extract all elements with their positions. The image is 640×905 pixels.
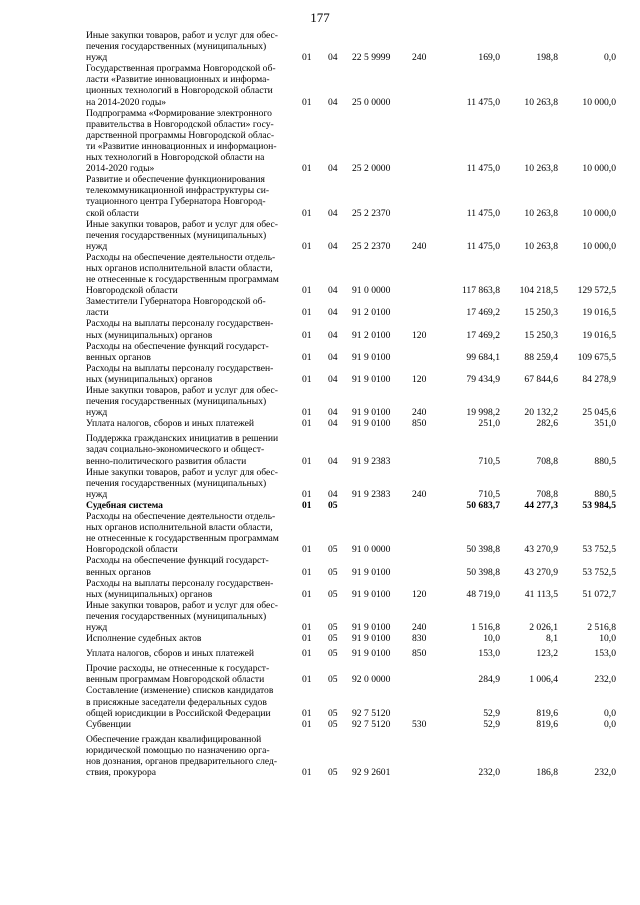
expense-type-code (412, 663, 442, 685)
subsection-code: 05 (328, 499, 338, 511)
section-code: 01 (302, 499, 312, 511)
amount-year-1: 50 398,8 (466, 566, 500, 578)
section-code: 01 (302, 488, 312, 500)
amount-year-2: 198,8 (536, 52, 558, 64)
expense-type-code: 120 (412, 329, 427, 341)
section-code: 01 (302, 240, 312, 252)
amount-year-2: 10 263,8 (524, 240, 558, 252)
amount-year-2: 1 006,4 (529, 674, 558, 686)
subsection-code: 04 (328, 307, 338, 319)
expense-type-code (412, 63, 442, 107)
amount-year-1: 10,0 (483, 633, 500, 645)
row-name: Судебная система (86, 499, 163, 511)
subsection-code: 04 (328, 207, 338, 219)
table-row (86, 318, 616, 340)
section-code: 01 (302, 566, 312, 578)
row-name: Расходы на обеспечение деятельности отдель- ных органов исполнительной власти области, не отнесенные к государственным программам Новгородской области (86, 511, 279, 556)
expense-type-code: 240 (412, 52, 427, 64)
table-row (86, 363, 616, 385)
amount-year-3: 53 984,5 (582, 499, 616, 511)
target-article-code: 91 2 0100 (352, 307, 391, 319)
row-name: Субвенции (86, 718, 131, 730)
section-code: 01 (302, 707, 312, 719)
section-code: 01 (302, 544, 312, 556)
expense-type-code: 240 (412, 240, 427, 252)
target-article-code: 22 5 9999 (352, 52, 391, 64)
row-name: Развитие и обеспечение функционирования телекоммуникационной инфраструктуры си- туационного центра Губернатора Новгород- ской области (86, 174, 270, 219)
amount-year-3: 10 000,0 (582, 96, 616, 108)
table-row (86, 663, 616, 685)
amount-year-1: 284,9 (478, 674, 500, 686)
amount-year-1: 79 434,9 (466, 373, 500, 385)
amount-year-1: 251,0 (478, 418, 500, 430)
amount-year-1: 52,9 (483, 718, 500, 730)
expense-type-code: 850 (412, 648, 427, 660)
table-row (86, 63, 616, 107)
expense-type-code: 240 (412, 488, 427, 500)
target-article-code: 91 9 0100 (352, 407, 391, 419)
amount-year-3: 129 572,5 (577, 285, 616, 297)
amount-year-3: 153,0 (594, 648, 616, 660)
amount-year-2: 43 270,9 (524, 544, 558, 556)
subsection-code: 05 (328, 633, 338, 645)
row-name: Уплата налогов, сборов и иных платежей (86, 648, 255, 660)
row-name: Государственная программа Новгородской об- ласти «Развитие инновационных и информа- ционных технологий в Новгородской области на 2014-2020 годы» (86, 63, 276, 108)
table-row (86, 219, 616, 252)
row-name: Расходы на выплаты персоналу государствен- ных (муниципальных) органов (86, 362, 274, 385)
row-name: Прочие расходы, не отнесенные к государст- венным программам Новгородской области (86, 663, 270, 686)
expense-type-code (412, 685, 442, 718)
section-code: 01 (302, 207, 312, 219)
section-code: 01 (302, 351, 312, 363)
amount-year-3: 351,0 (594, 418, 616, 430)
expense-type-code: 530 (412, 718, 427, 730)
expense-type-code (412, 108, 442, 175)
target-article-code: 92 0 0000 (352, 674, 391, 686)
amount-year-1: 710,5 (478, 488, 500, 500)
section-code: 01 (302, 767, 312, 779)
target-article-code: 91 9 0100 (352, 373, 391, 385)
table-row (86, 418, 616, 433)
row-name: Уплата налогов, сборов и иных платежей (86, 418, 255, 430)
table-row (86, 648, 616, 663)
row-name: Иные закупки товаров, работ и услуг для обес- печения государственных (муниципальных) нужд (86, 385, 278, 419)
subsection-code: 05 (328, 718, 338, 730)
table-row (86, 108, 616, 175)
subsection-code: 04 (328, 418, 338, 430)
amount-year-3: 10 000,0 (582, 163, 616, 175)
target-article-code: 91 9 0100 (352, 633, 391, 645)
subsection-code: 04 (328, 285, 338, 297)
amount-year-1: 99 684,1 (466, 351, 500, 363)
amount-year-3: 25 045,6 (582, 407, 616, 419)
amount-year-1: 232,0 (478, 767, 500, 779)
target-article-code: 91 2 0100 (352, 329, 391, 341)
amount-year-1: 11 475,0 (466, 163, 500, 175)
section-code: 01 (302, 455, 312, 467)
subsection-code: 04 (328, 163, 338, 175)
target-article-code: 91 9 0100 (352, 351, 391, 363)
table-body (86, 30, 616, 778)
amount-year-1: 1 516,8 (471, 621, 500, 633)
target-article-code: 25 2 2370 (352, 240, 391, 252)
amount-year-2: 104 218,5 (519, 285, 558, 297)
row-name: Иные закупки товаров, работ и услуг для обес- печения государственных (муниципальных) нужд (86, 30, 278, 64)
subsection-code: 05 (328, 566, 338, 578)
subsection-code: 05 (328, 621, 338, 633)
amount-year-3: 232,0 (594, 767, 616, 779)
table-row (86, 433, 616, 466)
amount-year-2: 2 026,1 (529, 621, 558, 633)
table-row (86, 555, 616, 577)
row-name: Составление (изменение) списков кандидатов в присяжные заседатели федеральных судов общей юрисдикции в Российской Федерации (86, 685, 274, 719)
section-code: 01 (302, 633, 312, 645)
target-article-code: 92 9 2601 (352, 767, 391, 779)
subsection-code: 05 (328, 544, 338, 556)
amount-year-1: 19 998,2 (466, 407, 500, 419)
target-article-code: 92 7 5120 (352, 707, 391, 719)
subsection-code: 04 (328, 455, 338, 467)
subsection-code: 04 (328, 488, 338, 500)
expense-type-code (412, 252, 442, 296)
amount-year-2: 67 844,6 (524, 373, 558, 385)
target-article-code (352, 500, 412, 511)
row-name: Подпрограмма «Формирование электронного правительства в Новгородской области» госу- дарственной программы Новгородской облас- ти «Развитие инновационных и информацион- ных технологий в Новгородской области на 2014-2020 годы» (86, 107, 277, 175)
subsection-code: 05 (328, 674, 338, 686)
target-article-code: 25 2 2370 (352, 207, 391, 219)
amount-year-3: 232,0 (594, 674, 616, 686)
table-row (86, 500, 616, 511)
subsection-code: 05 (328, 648, 338, 660)
row-name: Расходы на обеспечение функций государст- венных органов (86, 340, 269, 363)
target-article-code: 91 9 2383 (352, 455, 391, 467)
amount-year-3: 0,0 (604, 707, 616, 719)
table-row (86, 30, 616, 63)
amount-year-1: 11 475,0 (466, 240, 500, 252)
target-article-code: 91 0 0000 (352, 544, 391, 556)
expense-type-code (412, 433, 442, 466)
amount-year-2: 43 270,9 (524, 566, 558, 578)
table-row (86, 600, 616, 633)
subsection-code: 04 (328, 329, 338, 341)
amount-year-1: 48 719,0 (466, 588, 500, 600)
table-row (86, 174, 616, 218)
amount-year-2: 20 132,2 (524, 407, 558, 419)
amount-year-1: 17 469,2 (466, 329, 500, 341)
subsection-code: 04 (328, 96, 338, 108)
table-row (86, 511, 616, 555)
expense-type-code: 240 (412, 407, 427, 419)
row-name: Поддержка гражданских инициатив в решении задач социально-экономического и общест- венно-политического развития области (86, 433, 279, 467)
amount-year-2: 282,6 (536, 418, 558, 430)
table-row (86, 467, 616, 500)
subsection-code: 04 (328, 373, 338, 385)
amount-year-2: 10 263,8 (524, 207, 558, 219)
section-code: 01 (302, 373, 312, 385)
subsection-code: 05 (328, 588, 338, 600)
amount-year-3: 880,5 (594, 455, 616, 467)
section-code: 01 (302, 285, 312, 297)
row-name: Расходы на обеспечение деятельности отдель- ных органов исполнительной власти области, не отнесенные к государственным программам Новгородской области (86, 251, 279, 297)
subsection-code: 04 (328, 351, 338, 363)
expense-type-code: 850 (412, 418, 427, 430)
amount-year-3: 10,0 (599, 633, 616, 645)
amount-year-2: 708,8 (536, 455, 558, 467)
amount-year-1: 169,0 (478, 52, 500, 64)
section-code: 01 (302, 307, 312, 319)
amount-year-2: 708,8 (536, 488, 558, 500)
amount-year-1: 52,9 (483, 707, 500, 719)
amount-year-3: 10 000,0 (582, 207, 616, 219)
target-article-code: 91 9 0100 (352, 588, 391, 600)
table-row (86, 578, 616, 600)
section-code: 01 (302, 163, 312, 175)
expense-type-code: 240 (412, 621, 427, 633)
amount-year-3: 880,5 (594, 488, 616, 500)
amount-year-3: 51 072,7 (582, 588, 616, 600)
target-article-code: 91 0 0000 (352, 285, 391, 297)
amount-year-2: 15 250,3 (524, 307, 558, 319)
subsection-code: 04 (328, 52, 338, 64)
table-row (86, 385, 616, 418)
amount-year-2: 186,8 (536, 767, 558, 779)
budget-table (86, 30, 616, 778)
row-name: Иные закупки товаров, работ и услуг для обес- печения государственных (муниципальных) нужд (86, 218, 278, 252)
expense-type-code (412, 341, 442, 363)
amount-year-3: 0,0 (604, 718, 616, 730)
amount-year-3: 19 016,5 (582, 307, 616, 319)
target-article-code: 91 9 0100 (352, 621, 391, 633)
amount-year-3: 53 752,5 (582, 566, 616, 578)
table-row (86, 685, 616, 718)
amount-year-3: 10 000,0 (582, 240, 616, 252)
target-article-code: 25 2 0000 (352, 163, 391, 175)
amount-year-3: 53 752,5 (582, 544, 616, 556)
amount-year-3: 2 516,8 (587, 621, 616, 633)
row-name: Расходы на выплаты персоналу государствен- ных (муниципальных) органов (86, 318, 274, 341)
amount-year-1: 11 475,0 (466, 207, 500, 219)
target-article-code: 91 9 0100 (352, 648, 391, 660)
amount-year-2: 10 263,8 (524, 163, 558, 175)
section-code: 01 (302, 418, 312, 430)
amount-year-3: 109 675,5 (577, 351, 616, 363)
expense-type-code: 830 (412, 633, 427, 645)
section-code: 01 (302, 329, 312, 341)
section-code: 01 (302, 52, 312, 64)
table-row (86, 734, 616, 778)
target-article-code: 91 9 0100 (352, 418, 391, 430)
amount-year-2: 819,6 (536, 707, 558, 719)
subsection-code: 04 (328, 407, 338, 419)
section-code: 01 (302, 407, 312, 419)
amount-year-2: 123,2 (536, 648, 558, 660)
row-name: Иные закупки товаров, работ и услуг для обес- печения государственных (муниципальных) нужд (86, 466, 278, 500)
expense-type-code (412, 500, 442, 511)
amount-year-1: 153,0 (478, 648, 500, 660)
section-code: 01 (302, 621, 312, 633)
amount-year-2: 15 250,3 (524, 329, 558, 341)
amount-year-1: 11 475,0 (466, 96, 500, 108)
expense-type-code (412, 555, 442, 577)
amount-year-1: 117 863,8 (461, 285, 500, 297)
target-article-code: 25 0 0000 (352, 96, 391, 108)
amount-year-1: 710,5 (478, 455, 500, 467)
row-name: Заместители Губернатора Новгородской об- ласти (86, 296, 266, 319)
amount-year-2: 41 113,5 (524, 588, 558, 600)
amount-year-2: 88 259,4 (524, 351, 558, 363)
amount-year-1: 50 398,8 (466, 544, 500, 556)
section-code: 01 (302, 648, 312, 660)
section-code: 01 (302, 718, 312, 730)
table-row (86, 296, 616, 318)
row-name: Исполнение судебных актов (86, 633, 202, 645)
expense-type-code (412, 174, 442, 218)
amount-year-2: 10 263,8 (524, 96, 558, 108)
subsection-code: 05 (328, 767, 338, 779)
amount-year-3: 84 278,9 (582, 373, 616, 385)
row-name: Расходы на выплаты персоналу государствен- ных (муниципальных) органов (86, 577, 274, 600)
expense-type-code: 120 (412, 588, 427, 600)
row-name: Расходы на обеспечение функций государст- венных органов (86, 555, 269, 578)
expense-type-code: 120 (412, 373, 427, 385)
amount-year-2: 8,1 (546, 633, 558, 645)
target-article-code: 92 7 5120 (352, 718, 391, 730)
section-code: 01 (302, 674, 312, 686)
row-name: Иные закупки товаров, работ и услуг для обес- печения государственных (муниципальных) нужд (86, 599, 278, 633)
amount-year-2: 819,6 (536, 718, 558, 730)
page-number: 177 (310, 10, 330, 25)
expense-type-code (412, 511, 442, 555)
amount-year-3: 19 016,5 (582, 329, 616, 341)
subsection-code: 05 (328, 707, 338, 719)
row-name: Обеспечение граждан квалифицированной юридической помощью по назначению орга- нов дознания, органов предварительного след- ствия, прокурора (86, 733, 278, 779)
expense-type-code (412, 734, 442, 778)
table-row (86, 341, 616, 363)
expense-type-code (412, 296, 442, 318)
table-row (86, 633, 616, 648)
amount-year-1: 17 469,2 (466, 307, 500, 319)
subsection-code: 04 (328, 240, 338, 252)
amount-year-3: 0,0 (604, 52, 616, 64)
amount-year-1: 50 683,7 (466, 499, 500, 511)
section-code: 01 (302, 96, 312, 108)
target-article-code: 91 9 0100 (352, 566, 391, 578)
table-row (86, 252, 616, 296)
amount-year-2: 44 277,3 (524, 499, 558, 511)
table-row (86, 719, 616, 734)
target-article-code: 91 9 2383 (352, 488, 391, 500)
section-code: 01 (302, 588, 312, 600)
